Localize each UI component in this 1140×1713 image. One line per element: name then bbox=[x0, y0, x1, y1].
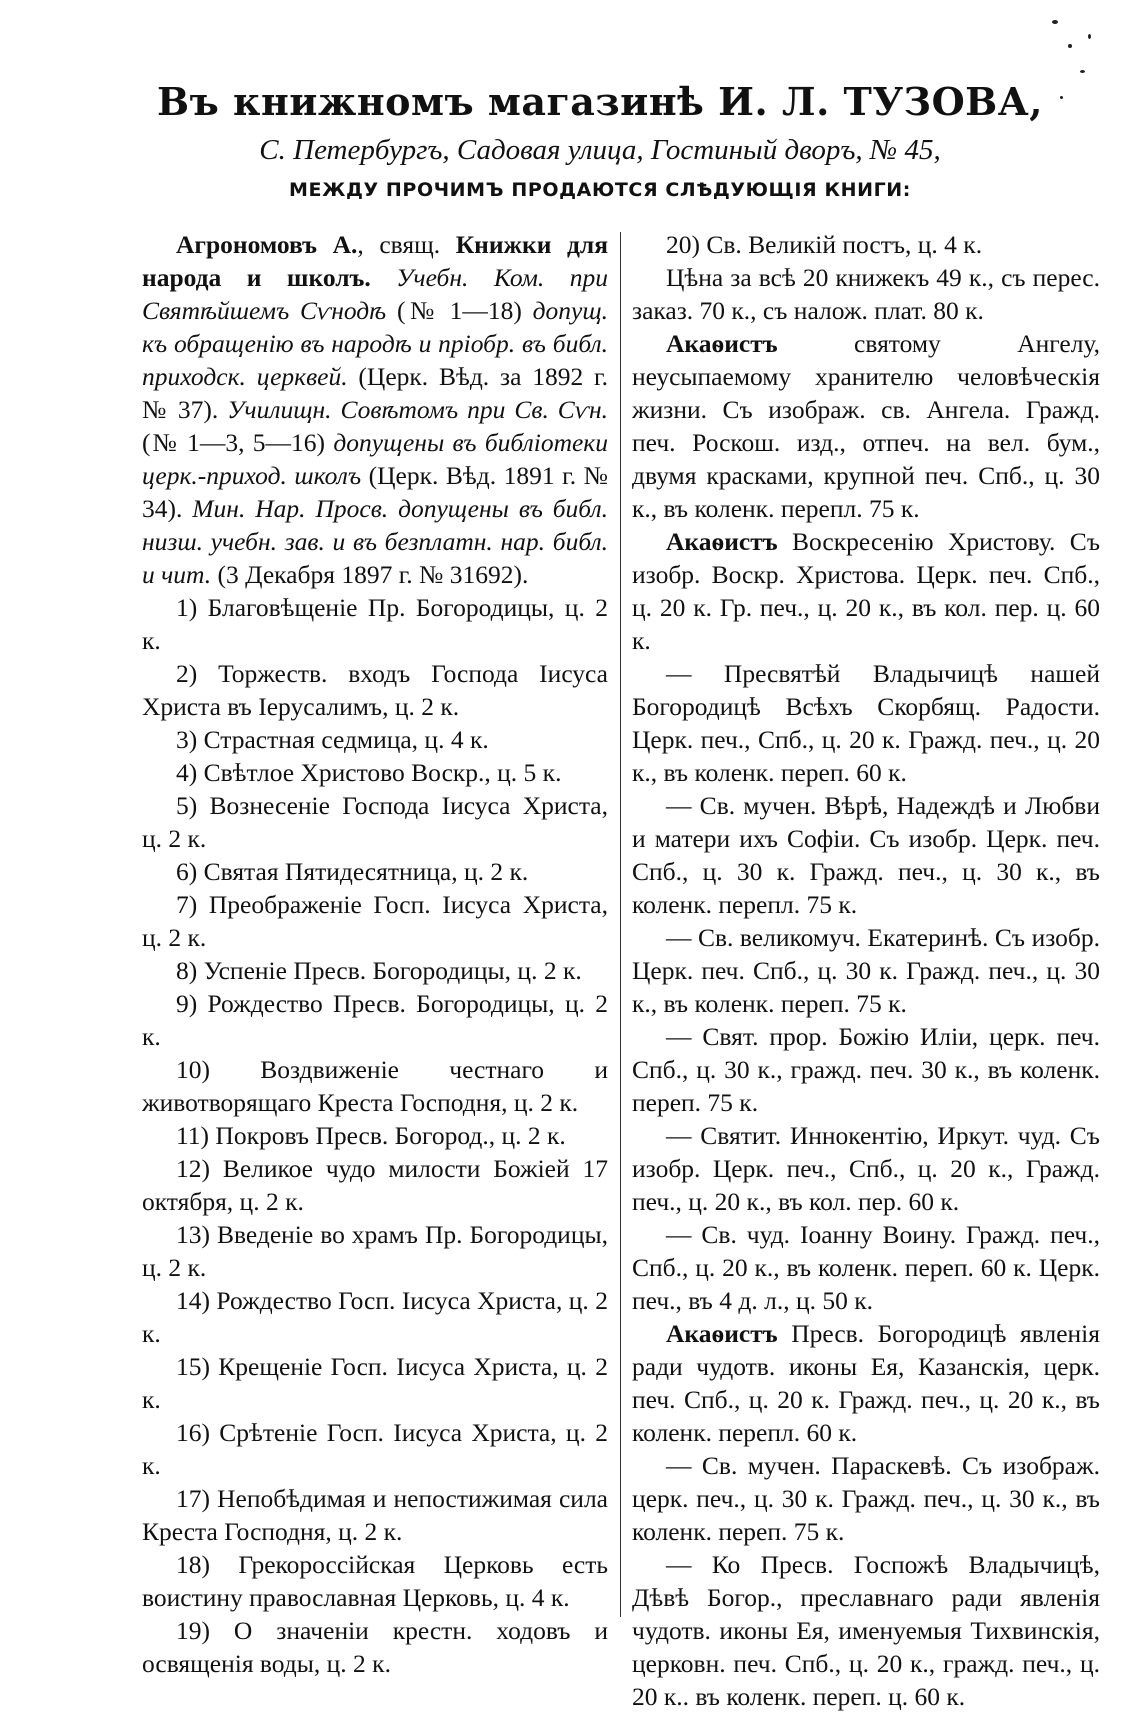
section-subheading: МЕЖДУ ПРОЧИМЪ ПРОДАЮТСЯ СЛѢДУЮЩІЯ КНИГИ: bbox=[289, 179, 911, 201]
akathist-entry: Акаѳистъ Воскресенію Христову. Съ изобр. Воскр. Христова. Церк. печ. Спб., ц. 20 к. Гр. печ., ц. 20 к., въ кол. пер. ц. 60 к. bbox=[632, 527, 1100, 655]
akathist-subentry: — Святит. Иннокентію, Иркут. чуд. Съ изобр. Церк. печ., Спб., ц. 20 к., Гражд. печ., ц. 20 к., въ кол. пер. 60 к. bbox=[632, 1121, 1100, 1216]
akathist-heading: Акаѳистъ bbox=[666, 1319, 778, 1348]
list-item: 4) Свѣтлое Христово Воскр., ц. 5 к. bbox=[176, 758, 562, 787]
right-column bbox=[632, 228, 1100, 1713]
print-speck bbox=[1088, 34, 1091, 39]
list-item: 12) Великое чудо милости Божіей 17 октября, ц. 2 к. bbox=[142, 1154, 608, 1216]
price-total: Цѣна за всѣ 20 книжекъ 49 к., съ перес. заказ. 70 к., съ налож. плат. 80 к. bbox=[632, 263, 1100, 325]
akathist-heading: Акаѳистъ bbox=[666, 329, 778, 358]
list-item: 18) Грекороссійская Церковь есть воистину православная Церковь, ц. 4 к. bbox=[142, 1550, 608, 1612]
list-item: 7) Преображеніе Госп. Іисуса Христа, ц. 2 к. bbox=[142, 890, 608, 952]
column-divider bbox=[620, 232, 621, 1617]
print-speck bbox=[1052, 20, 1058, 24]
list-item: 17) Непобѣдимая и непостижимая сила Креста Господня, ц. 2 к. bbox=[142, 1484, 608, 1546]
list-item: 1) Благовѣщеніе Пр. Богородицы, ц. 2 к. bbox=[142, 593, 608, 655]
list-item: 20) Св. Великій постъ, ц. 4 к. bbox=[666, 230, 983, 259]
akathist-subentry: — Пресвятѣй Владычицѣ нашей Богородицѣ Всѣхъ Скорбящ. Радости. Церк. печ., Спб., ц. 20 к. Гражд. печ., ц. 20 к., въ коленк. переп. 60 к. bbox=[632, 659, 1100, 787]
list-item: 10) Воздвиженіе честнаго и животворящаго Креста Господня, ц. 2 к. bbox=[142, 1055, 608, 1117]
akathist-subentry: — Св. чуд. Іоанну Воину. Гражд. печ., Спб., ц. 20 к., въ коленк. переп. 60 к. Церк. печ., въ 4 д. л., ц. 50 к. bbox=[632, 1220, 1100, 1315]
akathist-entry: Акаѳистъ святому Ангелу, неусыпаемому хранителю человѣческія жизни. Съ изображ. св. Ангела. Гражд. печ. Роскош. изд., отпеч. на вел. бум., двумя красками, крупной печ. Спб., ц. 30 к., въ коленк. перепл. 75 к. bbox=[632, 329, 1100, 523]
list-item: 2) Торжеств. входъ Господа Іисуса Христа въ Іерусалимъ, ц. 2 к. bbox=[142, 659, 608, 721]
akathist-subentry: — Ко Пресв. Госпожѣ Владычицѣ, Дѣвѣ Богор., преславнаго ради явленія чудотв. иконы Ея, именуемыя Тихвинскія, церковн. печ. Спб., ц. 20 к., гражд. печ., ц. 20 к.. въ коленк. переп. ц. 60 к. bbox=[632, 1550, 1100, 1711]
list-item: 8) Успеніе Пресв. Богородицы, ц. 2 к. bbox=[176, 956, 582, 985]
list-item: 3) Страстная седмица, ц. 4 к. bbox=[176, 725, 489, 754]
page-header bbox=[130, 78, 1070, 202]
print-speck bbox=[1080, 70, 1085, 73]
list-item: 15) Крещеніе Госп. Іисуса Христа, ц. 2 к. bbox=[142, 1352, 608, 1414]
store-title: Въ книжномъ магазинѣ И. Л. ТУЗОВА, bbox=[157, 79, 1043, 124]
list-item: 16) Срѣтеніе Госп. Іисуса Христа, ц. 2 к. bbox=[142, 1418, 608, 1480]
author-name: Агрономовъ А. bbox=[176, 230, 358, 259]
store-address: С. Петербургъ, Садовая улица, Гостиный дворъ, № 45, bbox=[259, 134, 941, 166]
akathist-entry: Акаѳистъ Пресв. Богородицѣ явленія ради чудотв. иконы Ея, Казанскія, церк. печ. Спб., ц. 20 к. Гражд. печ., ц. 20 к., въ коленк. перепл. 60 к. bbox=[632, 1319, 1100, 1447]
list-item: 9) Рождество Пресв. Богородицы, ц. 2 к. bbox=[142, 989, 608, 1051]
akathist-subentry: — Свят. прор. Божію Иліи, церк. печ. Спб., ц. 30 к., гражд. печ. 30 к., въ коленк. переп. 75 к. bbox=[632, 1022, 1100, 1117]
akathist-subentry: — Св. мучен. Вѣрѣ, Надеждѣ и Любви и матери ихъ Софіи. Съ изобр. Церк. печ. Спб., ц. 30 к. Гражд. печ., ц. 30 к., въ коленк. перепл. 75 к. bbox=[632, 791, 1100, 919]
left-column bbox=[142, 228, 608, 1680]
akathist-heading: Акаѳистъ bbox=[666, 527, 778, 556]
print-speck bbox=[1060, 96, 1063, 99]
akathist-subentry: — Св. великомуч. Екатеринѣ. Съ изобр. Церк. печ. Спб., ц. 30 к. Гражд. печ., ц. 30 к., въ коленк. переп. 75 к. bbox=[632, 923, 1100, 1018]
list-item: 5) Вознесеніе Господа Іисуса Христа, ц. 2 к. bbox=[142, 791, 608, 853]
list-item: 11) Покровъ Пресв. Богород., ц. 2 к. bbox=[176, 1121, 566, 1150]
print-speck bbox=[1068, 44, 1072, 48]
list-item: 6) Святая Пятидесятница, ц. 2 к. bbox=[176, 857, 529, 886]
list-item: 13) Введеніе во храмъ Пр. Богородицы, ц. 2 к. bbox=[142, 1220, 608, 1282]
book-series-entry: Агрономовъ А., свящ. Книжки для народа и школъ. Учебн. Ком. при Святѣйшемъ Сѵнодѣ (№ 1—18) допущ. къ обращенію въ народѣ и пріобр. въ библ. приходск. церквей. (Церк. Вѣд. за 1892 г. № 37). Училищн. Совѣтомъ при Св. Сѵн. (№ 1—3, 5—16) допущены въ библіотеки церк.-приход. школъ (Церк. Вѣд. 1891 г. № 34). Мин. Нар. Просв. допущены въ библ. низш. учебн. зав. и въ безплатн. нар. библ. и чит. (3 Декабря 1897 г. № 31692). bbox=[142, 230, 609, 589]
list-item: 14) Рождество Госп. Іисуса Христа, ц. 2 к. bbox=[142, 1286, 608, 1348]
akathist-subentry: — Св. мучен. Параскевѣ. Съ изображ. церк. печ., ц. 30 к. Гражд. печ., ц. 30 к., въ коленк. переп. 75 к. bbox=[632, 1451, 1100, 1546]
series-title: Книжки для народа и школъ. bbox=[142, 230, 609, 292]
list-item: 19) О значеніи крестн. ходовъ и освященія воды, ц. 2 к. bbox=[142, 1616, 608, 1678]
